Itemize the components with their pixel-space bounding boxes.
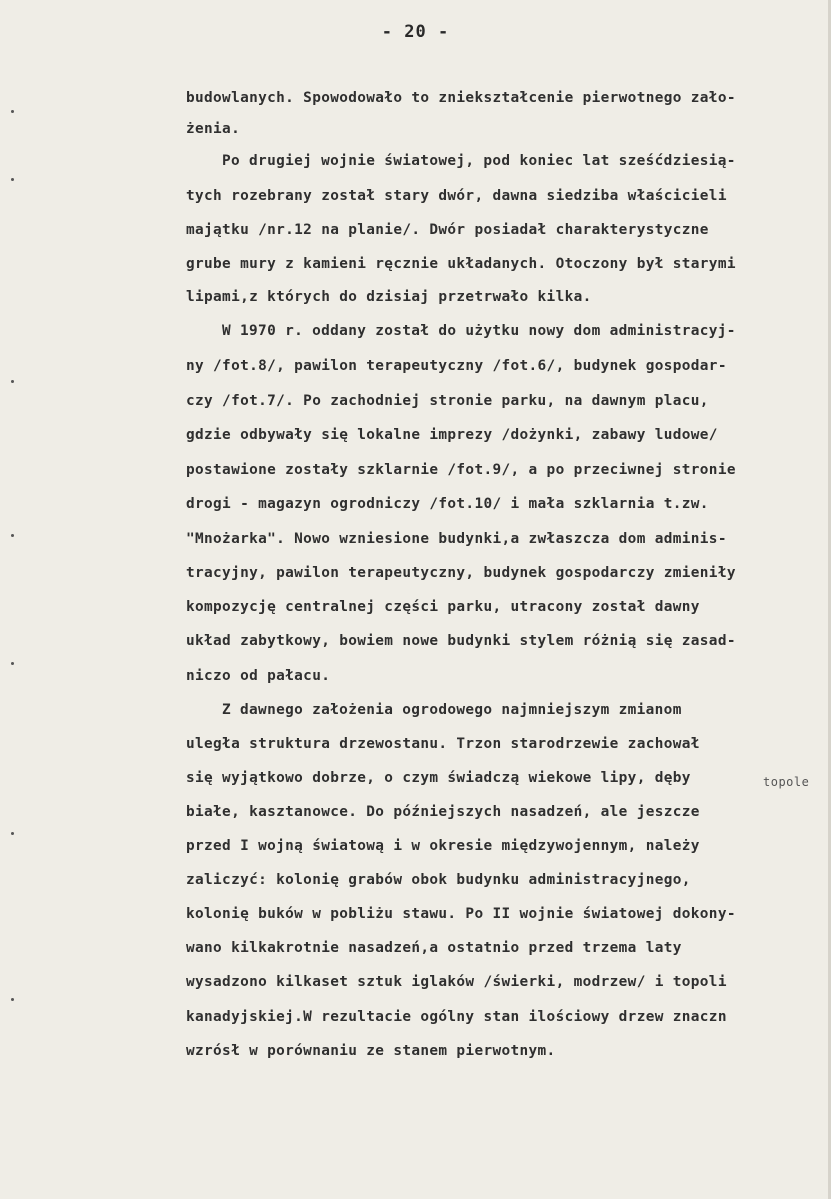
text-line: "Mnożarka". Nowo wzniesione budynki,a zwłaszcza dom adminis- [186, 531, 727, 547]
text-line: niczo od pałacu. [186, 668, 331, 684]
text-line: lipami,z których do dzisiaj przetrwało kilka. [186, 289, 592, 305]
text-line: przed I wojną światową i w okresie międzywojennym, należy [186, 838, 700, 854]
binding-hole-mark [11, 110, 14, 113]
text-line: Z dawnego założenia ogrodowego najmniejszym zmianom [222, 702, 682, 718]
text-line: kanadyjskiej.W rezultacie ogólny stan ilościowy drzew znaczn [186, 1009, 727, 1025]
text-line: uległa struktura drzewostanu. Trzon starodrzewie zachował [186, 736, 700, 752]
text-line: żenia. [186, 121, 241, 137]
text-line: układ zabytkowy, bowiem nowe budynki stylem różnią się zasad- [186, 633, 736, 649]
page-number: - 20 - [381, 22, 450, 42]
text-line: czy /fot.7/. Po zachodniej stronie parku, na dawnym placu, [186, 393, 709, 409]
text-line: tracyjny, pawilon terapeutyczny, budynek gospodarczy zmieniły [186, 565, 736, 581]
text-line: kompozycję centralnej części parku, utracony został dawny [186, 599, 700, 615]
binding-hole-mark [11, 662, 14, 665]
text-line: wysadzono kilkaset sztuk iglaków /świerki, modrzew/ i topoli [186, 974, 727, 990]
binding-hole-mark [11, 380, 14, 383]
text-line: się wyjątkowo dobrze, o czym świadczą wiekowe lipy, dęby [186, 770, 691, 786]
text-line: postawione zostały szklarnie /fot.9/, a po przeciwnej stronie [186, 462, 736, 478]
text-line: tych rozebrany został stary dwór, dawna siedziba właścicieli [186, 188, 727, 204]
text-line: budowlanych. Spowodowało to zniekształcenie pierwotnego zało- [186, 90, 736, 106]
text-line: zaliczyć: kolonię grabów obok budynku administracyjnego, [186, 872, 691, 888]
binding-hole-mark [11, 832, 14, 835]
text-line: ny /fot.8/, pawilon terapeutyczny /fot.6/, budynek gospodar- [186, 358, 727, 374]
text-line: drogi - magazyn ogrodniczy /fot.10/ i mała szklarnia t.zw. [186, 496, 709, 512]
text-line: W 1970 r. oddany został do użytku nowy dom administracyj- [222, 323, 736, 339]
text-line: Po drugiej wojnie światowej, pod koniec lat sześćdziesią- [222, 153, 736, 169]
binding-hole-mark [11, 534, 14, 537]
text-line: wzrósł w porównaniu ze stanem pierwotnym. [186, 1043, 556, 1059]
text-line: majątku /nr.12 na planie/. Dwór posiadał charakterystyczne [186, 222, 709, 238]
binding-hole-mark [11, 178, 14, 181]
text-line: wano kilkakrotnie nasadzeń,a ostatnio przed trzema laty [186, 940, 682, 956]
text-line: kolonię buków w pobliżu stawu. Po II wojnie światowej dokony- [186, 906, 736, 922]
text-line: gdzie odbywały się lokalne imprezy /dożynki, zabawy ludowe/ [186, 427, 718, 443]
binding-hole-mark [11, 998, 14, 1001]
text-line: białe, kasztanowce. Do późniejszych nasadzeń, ale jeszcze [186, 804, 700, 820]
text-line: grube mury z kamieni ręcznie układanych. Otoczony był starymi [186, 256, 736, 272]
handwritten-margin-note: topole [763, 775, 810, 789]
